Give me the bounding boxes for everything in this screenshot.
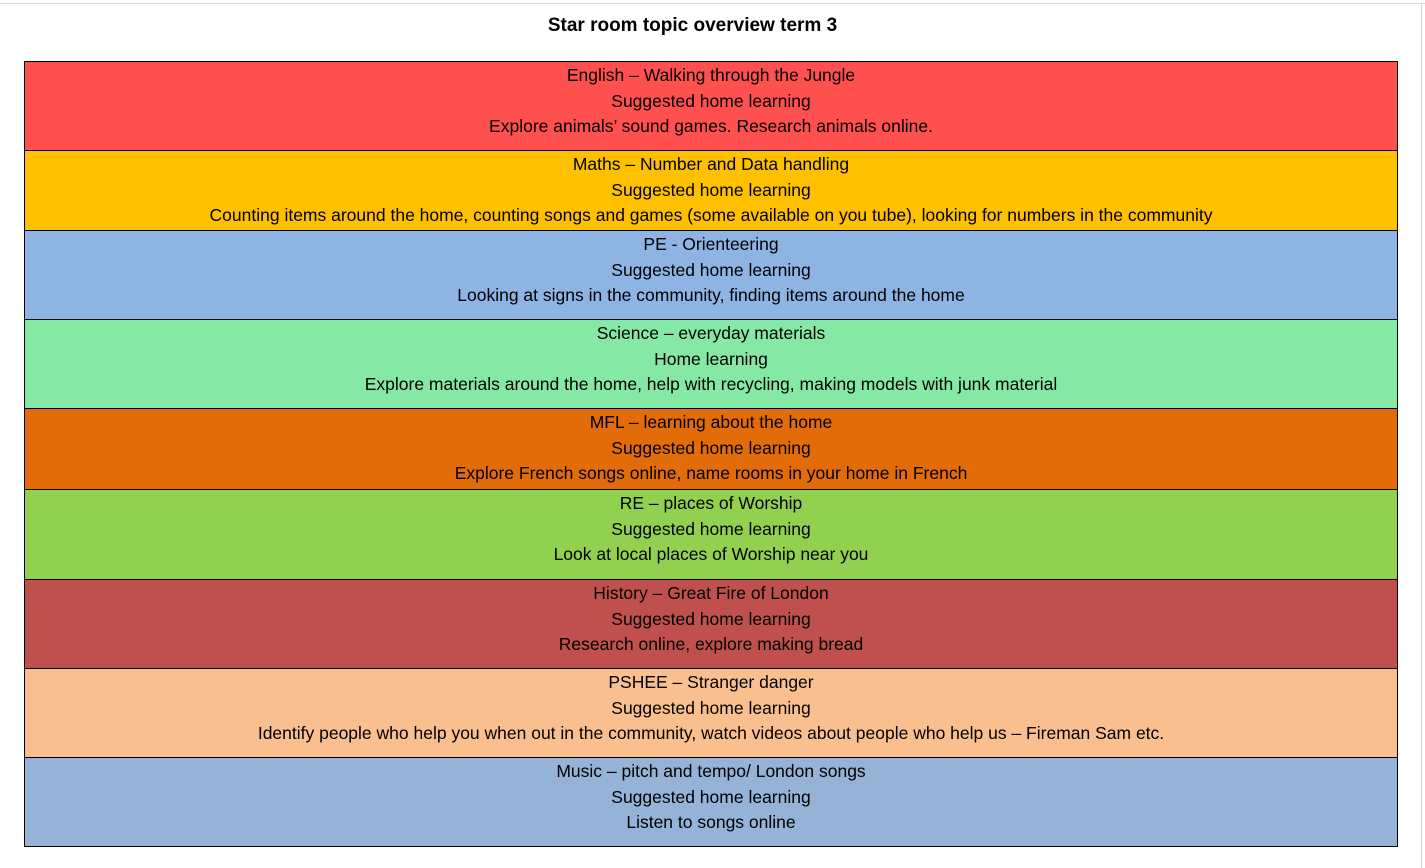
topic-activities: Look at local places of Worship near you bbox=[553, 544, 869, 564]
topic-row-music bbox=[25, 758, 1398, 847]
topic-cell bbox=[25, 409, 1398, 490]
topic-subheading: Suggested home learning bbox=[611, 437, 811, 458]
topic-row-english bbox=[25, 62, 1398, 151]
topic-heading: Music – pitch and tempo/ London songs bbox=[556, 761, 866, 781]
topic-heading: History – Great Fire of London bbox=[593, 583, 829, 603]
topic-overview-table bbox=[24, 61, 1398, 847]
topic-subheading: Suggested home learning bbox=[611, 259, 811, 280]
topic-subheading: Suggested home learning bbox=[611, 608, 811, 629]
topic-heading: RE – places of Worship bbox=[619, 493, 803, 513]
page-top-rule bbox=[0, 3, 1425, 4]
topic-cell bbox=[25, 580, 1398, 669]
topic-subheading: Suggested home learning bbox=[611, 518, 811, 539]
topic-heading: English – Walking through the Jungle bbox=[566, 65, 856, 85]
topic-cell bbox=[25, 231, 1398, 320]
topic-cell bbox=[25, 320, 1398, 409]
topic-row-history bbox=[25, 580, 1398, 669]
topic-activities: Counting items around the home, counting songs and games (some available on you tube), looking for numbers in the community bbox=[209, 205, 1213, 225]
topic-cell bbox=[25, 62, 1398, 151]
topic-row-maths bbox=[25, 151, 1398, 231]
topic-heading: MFL – learning about the home bbox=[589, 412, 833, 432]
topic-subheading: Suggested home learning bbox=[611, 90, 811, 111]
topic-activities: Listen to songs online bbox=[626, 812, 796, 832]
topic-row-pe bbox=[25, 231, 1398, 320]
document-title: Star room topic overview term 3 bbox=[547, 15, 838, 36]
topic-subheading: Suggested home learning bbox=[611, 179, 811, 200]
topic-subheading: Home learning bbox=[654, 348, 768, 369]
topic-row-pshee bbox=[25, 669, 1398, 758]
topic-cell bbox=[25, 151, 1398, 231]
topic-subheading: Suggested home learning bbox=[611, 786, 811, 807]
topic-cell bbox=[25, 669, 1398, 758]
topic-activities: Explore materials around the home, help with recycling, making models with junk material bbox=[364, 374, 1058, 394]
topic-activities: Research online, explore making bread bbox=[558, 634, 864, 654]
topic-heading: Science – everyday materials bbox=[596, 323, 826, 343]
topic-heading: PE - Orienteering bbox=[643, 234, 779, 254]
topic-row-mfl bbox=[25, 409, 1398, 490]
topic-cell bbox=[25, 758, 1398, 847]
topic-activities: Identify people who help you when out in the community, watch videos about people who help us – Fireman Sam etc. bbox=[257, 723, 1165, 743]
topic-heading: PSHEE – Stranger danger bbox=[608, 672, 814, 692]
topic-subheading: Suggested home learning bbox=[611, 697, 811, 718]
topic-cell bbox=[25, 490, 1398, 580]
topic-row-re bbox=[25, 490, 1398, 580]
topic-activities: Explore French songs online, name rooms in your home in French bbox=[454, 463, 968, 483]
topic-heading: Maths – Number and Data handling bbox=[572, 154, 850, 174]
topic-activities: Explore animals’ sound games. Research animals online. bbox=[489, 116, 933, 136]
topic-row-science bbox=[25, 320, 1398, 409]
page-right-rule bbox=[1421, 3, 1422, 868]
topic-activities: Looking at signs in the community, finding items around the home bbox=[457, 285, 965, 305]
